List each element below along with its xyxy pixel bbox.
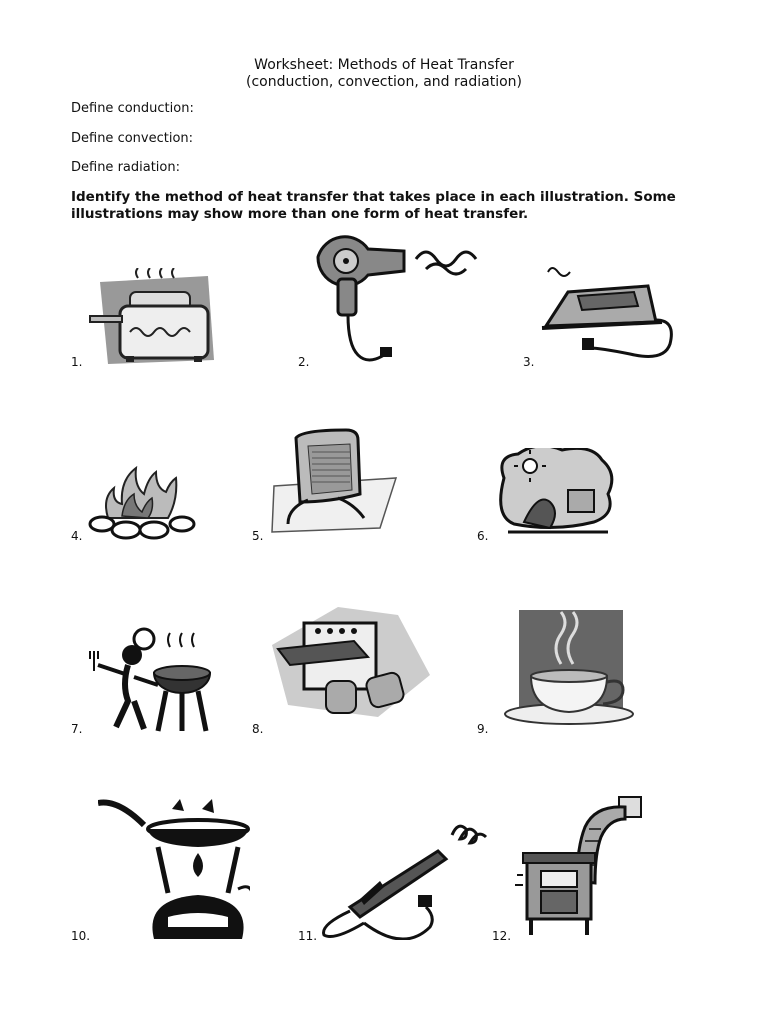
item-number-2: 2. <box>298 355 310 369</box>
item-number-3: 3. <box>523 355 535 369</box>
instructions: Identify the method of heat transfer that takes place in each illustration. Some illustrations may show more than one form of heat transfer. <box>71 189 676 222</box>
item-number-5: 5. <box>252 529 264 543</box>
define-conduction: Define conduction: <box>71 101 194 116</box>
sunbather-icon <box>494 448 616 543</box>
item-number-6: 6. <box>477 529 489 543</box>
worksheet-title <box>0 57 768 91</box>
hot-cup-icon <box>503 610 635 730</box>
title-line-2: (conduction, convection, and radiation) <box>246 74 522 90</box>
hair-dryer-icon <box>312 235 482 370</box>
item-number-8: 8. <box>252 722 264 736</box>
item-number-12: 12. <box>492 929 512 943</box>
define-radiation: Define radiation: <box>71 160 180 175</box>
barbecue-grill-icon <box>88 625 213 735</box>
define-convection: Define convection: <box>71 131 194 146</box>
curling-iron-icon <box>320 815 490 940</box>
item-number-10: 10. <box>71 929 91 943</box>
clothes-iron-icon <box>538 262 678 367</box>
toaster-icon <box>88 268 218 368</box>
item-number-1: 1. <box>71 355 83 369</box>
item-number-9: 9. <box>477 722 489 736</box>
item-number-11: 11. <box>298 929 318 943</box>
pan-on-burner-icon <box>98 797 250 939</box>
item-number-7: 7. <box>71 722 83 736</box>
item-number-4: 4. <box>71 529 83 543</box>
space-heater-icon <box>268 428 398 538</box>
campfire-icon <box>88 460 198 545</box>
oven-icon <box>268 605 433 720</box>
title-line-1: Worksheet: Methods of Heat Transfer <box>254 57 514 73</box>
wood-stove-icon <box>515 795 645 940</box>
